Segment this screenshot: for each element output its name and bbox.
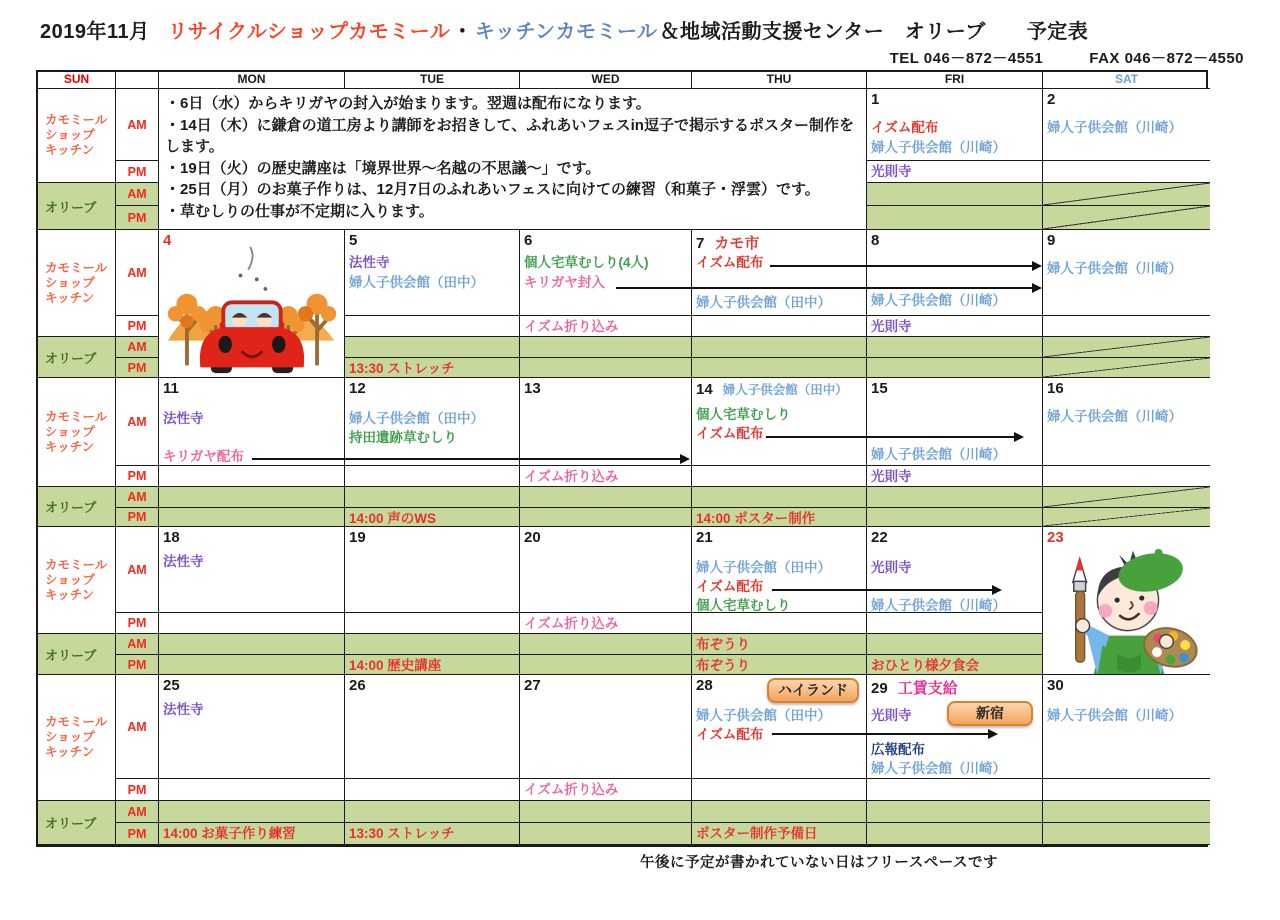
date-line	[345, 230, 519, 248]
date-number: 2	[1047, 91, 1056, 108]
event-text: 婦人子供会館（田中）	[349, 411, 484, 426]
olive-pm-cell-mon	[159, 823, 345, 845]
date-line	[520, 527, 691, 545]
olive-am-cell-fri	[867, 183, 1043, 206]
event-text: 光則寺	[871, 469, 912, 484]
olive-pm-cell-wed	[520, 508, 692, 527]
olive-am-cell-wed	[520, 487, 692, 508]
olive-pm-cell-wed	[520, 358, 692, 378]
title-recycle-shop: リサイクルショップカモミール	[167, 21, 451, 43]
event-text: 14:00 声のWS	[349, 511, 437, 526]
title-rest: ＆地域活動支援センター オリーブ 予定表	[659, 21, 1089, 43]
day-am-cell-fri	[867, 89, 1043, 161]
day-am-cell-wed	[520, 527, 692, 613]
date-number: 8	[871, 232, 880, 249]
event-text: イズム折り込み	[524, 782, 619, 797]
note-line: ・6日（水）からキリガヤの封入が始まります。翌週は配布になります。	[165, 95, 651, 112]
date-number: 19	[349, 529, 366, 546]
date-number: 29	[871, 680, 888, 697]
olive-pm-cell-thu	[692, 655, 867, 675]
date-number: 26	[349, 677, 366, 694]
day-am-cell-sat	[1043, 230, 1210, 316]
date-number: 9	[1047, 232, 1056, 249]
pm-row-label: PM	[116, 779, 159, 801]
date-number: 13	[524, 380, 541, 397]
event-text: 13:30 ストレッチ	[349, 826, 455, 841]
event-text: イズム折り込み	[524, 469, 619, 484]
week-row	[38, 527, 1206, 675]
olive-pm-cell-tue	[345, 655, 520, 675]
event-text: 13:30 ストレッチ	[349, 361, 455, 376]
date-line	[692, 230, 866, 252]
day-pm-cell-fri	[867, 161, 1043, 183]
olive-am-row-label: AM	[116, 337, 159, 358]
olive-am-cell-tue	[345, 337, 520, 358]
day-pm-cell-sat	[1043, 466, 1210, 487]
day-pm-cell-thu	[692, 779, 867, 801]
day-am-cell-sat	[1043, 675, 1210, 779]
date-number: 15	[871, 380, 888, 397]
header-fri: FRI	[867, 72, 1043, 89]
day-pm-cell-fri	[867, 466, 1043, 487]
day-am-cell-thu	[692, 527, 867, 613]
olive-am-cell-mon	[159, 634, 345, 655]
olive-am-cell-thu	[692, 801, 867, 823]
day-pm-cell-wed	[520, 613, 692, 634]
page-title	[40, 15, 1280, 44]
pm-row-label: PM	[116, 316, 159, 337]
day-cell-sat	[1043, 527, 1210, 675]
footer-note: 午後に予定が書かれていない日はフリースペースです	[640, 855, 998, 871]
kamomile-shop-kitchen-label: カモミール ショップ キッチン	[38, 230, 116, 337]
olive-am-row-label: AM	[116, 634, 159, 655]
date-line	[159, 527, 344, 545]
olive-pm-cell-mon	[159, 655, 345, 675]
date-annotation: 婦人子供会館（田中）	[722, 383, 848, 397]
date-number: 22	[871, 529, 888, 546]
date-number: 4	[163, 232, 172, 249]
weekday-header-row	[38, 72, 1206, 89]
event-text: 個人宅草むしり	[696, 407, 791, 422]
title-kitchen: キッチンカモミール	[474, 21, 658, 43]
olive-pm-cell-fri	[867, 508, 1043, 527]
date-line	[867, 89, 1042, 107]
day-pm-cell-wed	[520, 779, 692, 801]
event-text: 法性寺	[163, 554, 204, 569]
event-text: ポスター制作予備日	[696, 826, 818, 841]
olive-am-row-label: AM	[116, 487, 159, 508]
event-text: 広報配布	[871, 742, 925, 757]
location-badge: 新宿	[947, 701, 1033, 726]
olive-am-cell-wed	[520, 801, 692, 823]
event-text: 法性寺	[163, 411, 204, 426]
event-text: イズム配布	[871, 120, 939, 135]
day-am-cell-mon	[159, 527, 345, 613]
event-text: キリガヤ封入	[524, 275, 605, 290]
date-line	[867, 378, 1042, 396]
event-text: 光則寺	[871, 164, 912, 179]
olive-pm-cell-thu	[692, 508, 867, 527]
event-text: 婦人子供会館（川崎）	[871, 140, 1006, 155]
event-text: 14:00 お菓子作り練習	[163, 826, 296, 841]
contact-info	[0, 47, 1244, 68]
note-line: ・草むしりの仕事が不定期に入ります。	[165, 202, 434, 220]
date-number: 30	[1047, 677, 1064, 694]
day-am-cell-fri	[867, 527, 1043, 613]
day-pm-cell-sat	[1043, 316, 1210, 337]
tel-number: TEL 046－872－4551	[889, 50, 1044, 67]
olive-am-cell-fri	[867, 337, 1043, 358]
event-text: イズム配布	[696, 255, 764, 270]
event-text: 個人宅草むしり	[696, 598, 791, 613]
date-line	[159, 675, 344, 693]
header-thu: THU	[692, 72, 867, 89]
olive-pm-cell-sat	[1043, 508, 1210, 527]
olive-pm-cell-mon	[159, 508, 345, 527]
day-pm-cell-fri	[867, 316, 1043, 337]
day-pm-cell-mon	[159, 466, 345, 487]
olive-am-cell-fri	[867, 487, 1043, 508]
olive-am-row-label: AM	[116, 801, 159, 823]
olive-am-cell-mon	[159, 487, 345, 508]
olive-am-cell-wed	[520, 634, 692, 655]
day-pm-cell-tue	[345, 316, 520, 337]
event-text: おひとり様夕食会	[871, 658, 979, 673]
day-am-cell-tue	[345, 527, 520, 613]
day-am-cell-fri	[867, 230, 1043, 316]
week-row	[38, 675, 1206, 845]
event-text: 14:00 ポスター制作	[696, 511, 816, 526]
date-line	[345, 378, 519, 396]
range-arrow	[252, 458, 688, 460]
event-text: イズム配布	[696, 579, 764, 594]
olive-pm-cell-fri	[867, 206, 1043, 230]
week-row	[38, 378, 1206, 527]
olive-am-cell-mon	[159, 801, 345, 823]
header-wed: WED	[520, 72, 692, 89]
note-line: ・14日（木）に鎌倉の道工房より講師をお招きして、ふれあいフェスin逗子で掲示するポスター制作をします。	[165, 116, 854, 155]
event-text: 婦人子供会館（川崎）	[871, 761, 1006, 776]
event-text: 持田遺跡草むしり	[349, 430, 457, 445]
header-sun: SUN	[38, 72, 116, 89]
location-badge: ハイランド	[767, 678, 859, 703]
event-text: 婦人子供会館（田中）	[696, 560, 831, 575]
range-arrow	[772, 733, 996, 735]
day-am-cell-wed	[520, 378, 692, 466]
day-pm-cell-tue	[345, 779, 520, 801]
am-row-label: AM	[116, 378, 159, 466]
olive-pm-row-label: PM	[116, 206, 159, 230]
day-am-cell-mon	[159, 378, 345, 466]
autumn-drive-illustration	[159, 240, 344, 377]
painter-boy-illustration	[1043, 537, 1210, 674]
olive-am-cell-sat	[1043, 801, 1210, 823]
olive-am-cell-thu	[692, 337, 867, 358]
day-am-cell-mon	[159, 675, 345, 779]
kamomile-shop-kitchen-label: カモミール ショップ キッチン	[38, 378, 116, 487]
title-dot: ・	[452, 21, 473, 43]
day-pm-cell-wed	[520, 466, 692, 487]
date-line	[1043, 89, 1210, 107]
event-text: 婦人子供会館（田中）	[349, 275, 484, 290]
event-text: 婦人子供会館（田中）	[696, 295, 831, 310]
date-annotation: 工賃支給	[897, 680, 958, 697]
date-line	[867, 230, 1042, 248]
event-text: 光則寺	[871, 319, 912, 334]
olive-am-cell-fri	[867, 634, 1043, 655]
date-annotation: カモ市	[714, 235, 760, 252]
olive-pm-cell-thu	[692, 358, 867, 378]
event-text: イズム折り込み	[524, 319, 619, 334]
day-pm-cell-mon	[159, 779, 345, 801]
olive-label: オリーブ	[38, 634, 116, 675]
olive-am-cell-thu	[692, 487, 867, 508]
olive-pm-cell-thu	[692, 823, 867, 845]
event-text: イズム折り込み	[524, 616, 619, 631]
am-row-label: AM	[116, 230, 159, 316]
event-text: 婦人子供会館（川崎）	[1047, 409, 1182, 424]
range-arrow	[616, 287, 1040, 289]
olive-pm-cell-fri	[867, 823, 1043, 845]
event-text: 14:00 歴史講座	[349, 658, 442, 673]
am-row-label: AM	[116, 89, 159, 161]
date-line	[692, 527, 866, 545]
pm-row-label: PM	[116, 613, 159, 634]
event-text: キリガヤ配布	[163, 449, 244, 464]
day-am-cell-thu	[692, 378, 867, 466]
note-line: ・19日（火）の歴史講座は「境界世界～名越の不思議～」です。	[165, 159, 601, 177]
date-number: 12	[349, 380, 366, 397]
event-text: 個人宅草むしり(4人)	[524, 255, 649, 270]
day-am-cell-thu	[692, 230, 867, 316]
olive-am-cell-wed	[520, 337, 692, 358]
olive-pm-cell-tue	[345, 823, 520, 845]
pm-row-label: PM	[116, 161, 159, 183]
event-text: 法性寺	[349, 255, 390, 270]
note-line: ・25日（月）のお菓子作りは、12月7日のふれあいフェスに向けての練習（和菓子・浮雲）です。	[165, 181, 820, 198]
olive-pm-cell-sat	[1043, 358, 1210, 378]
date-number: 5	[349, 232, 358, 249]
kamomile-shop-kitchen-label: カモミール ショップ キッチン	[38, 675, 116, 801]
event-text: 布ぞうり	[696, 637, 750, 652]
olive-am-cell-tue	[345, 487, 520, 508]
olive-pm-cell-tue	[345, 508, 520, 527]
olive-pm-row-label: PM	[116, 358, 159, 378]
day-am-cell-sat	[1043, 378, 1210, 466]
event-text: 光則寺	[871, 708, 912, 723]
day-am-cell-tue	[345, 675, 520, 779]
am-row-label: AM	[116, 675, 159, 779]
day-am-cell-fri	[867, 675, 1043, 779]
date-line	[867, 675, 1042, 697]
date-number: 6	[524, 232, 533, 249]
olive-pm-cell-wed	[520, 823, 692, 845]
day-pm-cell-thu	[692, 316, 867, 337]
date-number: 27	[524, 677, 541, 694]
range-arrow	[770, 265, 1040, 267]
pm-row-label: PM	[116, 466, 159, 487]
olive-am-cell-sat	[1043, 337, 1210, 358]
day-pm-cell-thu	[692, 613, 867, 634]
header-ampm-spacer	[116, 72, 159, 89]
olive-am-row-label: AM	[116, 183, 159, 206]
date-line	[692, 378, 866, 396]
event-text: 婦人子供会館（川崎）	[871, 447, 1006, 462]
olive-pm-cell-sat	[1043, 823, 1210, 845]
day-pm-cell-mon	[159, 613, 345, 634]
event-text: イズム配布	[696, 426, 764, 441]
olive-pm-cell-fri	[867, 655, 1043, 675]
date-line	[345, 527, 519, 545]
olive-pm-cell-sat	[1043, 206, 1210, 230]
date-number: 1	[871, 91, 880, 108]
event-text: イズム配布	[696, 727, 764, 742]
header-tue: TUE	[345, 72, 520, 89]
date-number: 16	[1047, 380, 1064, 397]
day-am-cell-tue	[345, 230, 520, 316]
week-row	[38, 89, 1206, 230]
olive-pm-row-label: PM	[116, 823, 159, 845]
header-sat: SAT	[1043, 72, 1210, 89]
date-line	[1043, 378, 1210, 396]
day-am-cell-fri	[867, 378, 1043, 466]
olive-label: オリーブ	[38, 801, 116, 845]
event-text: 婦人子供会館（川崎）	[871, 598, 1006, 613]
date-line	[1043, 675, 1210, 693]
event-text: 光則寺	[871, 560, 912, 575]
olive-label: オリーブ	[38, 183, 116, 230]
fax-number: FAX 046－872－4550	[1089, 50, 1244, 67]
day-pm-cell-fri	[867, 779, 1043, 801]
range-arrow	[766, 436, 1022, 438]
kamomile-shop-kitchen-label: カモミール ショップ キッチン	[38, 527, 116, 634]
date-line	[345, 675, 519, 693]
olive-pm-cell-tue	[345, 358, 520, 378]
date-line	[867, 527, 1042, 545]
event-text: 婦人子供会館（川崎）	[871, 293, 1006, 308]
event-text: 婦人子供会館（川崎）	[1047, 708, 1182, 723]
olive-pm-row-label: PM	[116, 508, 159, 527]
olive-am-cell-fri	[867, 801, 1043, 823]
day-pm-cell-sat	[1043, 161, 1210, 183]
header-mon: MON	[159, 72, 345, 89]
olive-label: オリーブ	[38, 487, 116, 527]
range-arrow	[772, 589, 1000, 591]
day-am-cell-wed	[520, 230, 692, 316]
event-text: 婦人子供会館（川崎）	[1047, 261, 1182, 276]
event-text: 婦人子供会館（川崎）	[1047, 120, 1182, 135]
event-text: 法性寺	[163, 702, 204, 717]
day-pm-cell-thu	[692, 466, 867, 487]
day-pm-cell-wed	[520, 316, 692, 337]
day-cell-mon	[159, 230, 345, 378]
date-line	[520, 378, 691, 396]
kamomile-shop-kitchen-label: カモミール ショップ キッチン	[38, 89, 116, 183]
weekly-notes	[159, 89, 867, 230]
calendar-table	[36, 70, 1208, 847]
am-row-label: AM	[116, 527, 159, 613]
olive-am-cell-sat	[1043, 487, 1210, 508]
date-number: 11	[163, 380, 179, 397]
date-number: 21	[696, 529, 713, 546]
date-line	[520, 230, 691, 248]
weeks-container	[38, 89, 1206, 845]
olive-pm-row-label: PM	[116, 655, 159, 675]
date-number: 23	[1047, 529, 1064, 546]
day-pm-cell-sat	[1043, 779, 1210, 801]
week-row	[38, 230, 1206, 378]
olive-am-cell-tue	[345, 634, 520, 655]
day-am-cell-wed	[520, 675, 692, 779]
date-number: 18	[163, 529, 180, 546]
olive-am-cell-thu	[692, 634, 867, 655]
olive-label: オリーブ	[38, 337, 116, 378]
date-number: 25	[163, 677, 180, 694]
olive-am-cell-sat	[1043, 183, 1210, 206]
day-pm-cell-tue	[345, 466, 520, 487]
date-number: 14	[696, 381, 713, 398]
olive-pm-cell-wed	[520, 655, 692, 675]
date-number: 20	[524, 529, 541, 546]
day-pm-cell-tue	[345, 613, 520, 634]
date-number: 28	[696, 677, 713, 694]
event-text: 布ぞうり	[696, 658, 750, 673]
olive-am-cell-tue	[345, 801, 520, 823]
title-year-month: 2019年11月	[40, 21, 150, 43]
date-number: 7	[696, 235, 705, 252]
date-line	[1043, 230, 1210, 248]
olive-pm-cell-fri	[867, 358, 1043, 378]
event-text: 婦人子供会館（田中）	[696, 708, 831, 723]
date-line	[520, 675, 691, 693]
day-pm-cell-fri	[867, 613, 1043, 634]
day-am-cell-sat	[1043, 89, 1210, 161]
day-am-cell-tue	[345, 378, 520, 466]
date-line	[159, 378, 344, 396]
